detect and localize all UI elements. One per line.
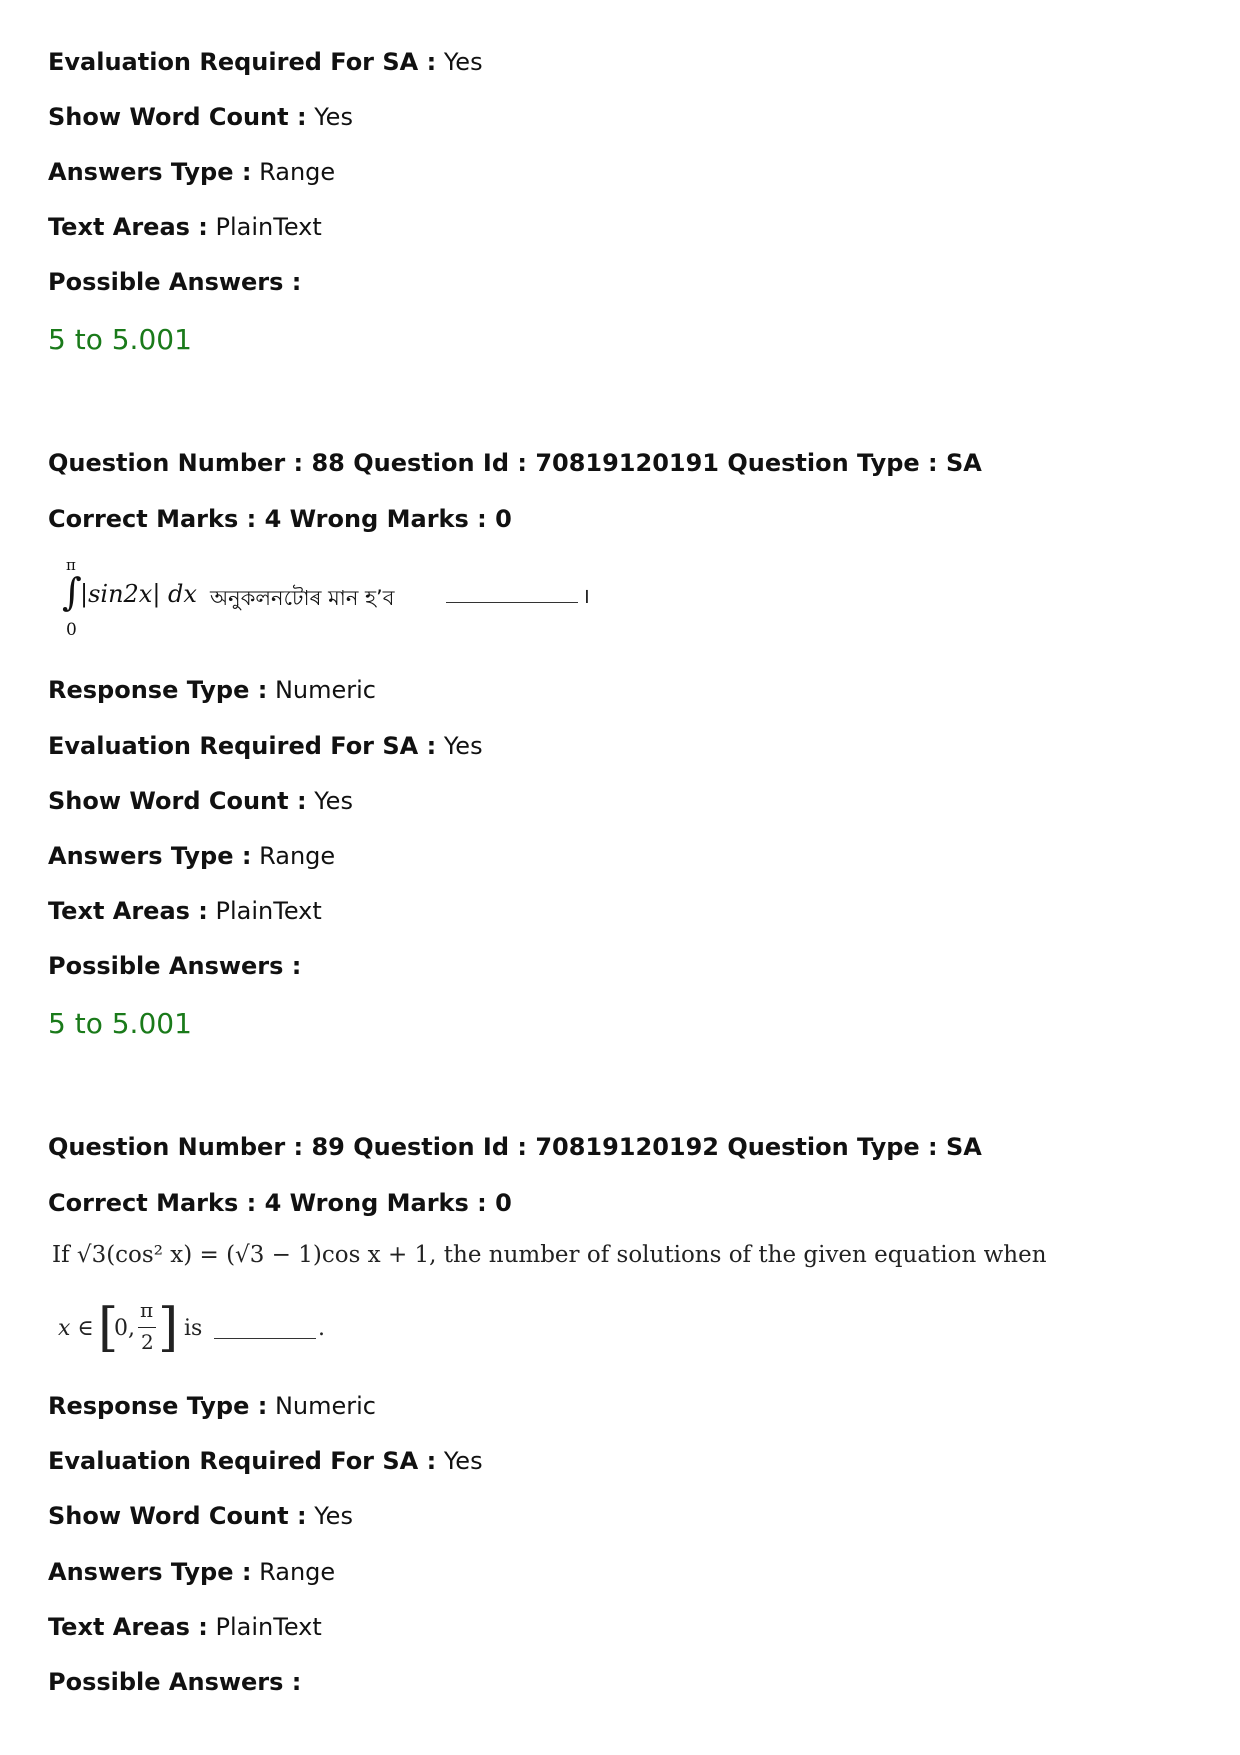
integral-upper-limit: π [66, 556, 76, 574]
q87-answers-type-row [48, 157, 335, 187]
text-areas-label: Text Areas : [48, 213, 208, 241]
q89-evaluation-row [48, 1446, 483, 1476]
evaluation-value: Yes [443, 732, 483, 760]
sentence-end-mark: । [582, 584, 590, 608]
answers-type-label: Answers Type : [48, 1558, 252, 1586]
possible-answers-label: Possible Answers : [48, 268, 302, 296]
x-element-of: x ∈ [58, 1316, 94, 1341]
q88-answers-type-row [48, 841, 335, 871]
integral-lower-limit: 0 [66, 620, 77, 640]
answers-type-label: Answers Type : [48, 158, 252, 186]
sentence-end-period: . [318, 1316, 325, 1341]
answers-type-value: Range [259, 158, 336, 186]
fraction-numerator: π [140, 1298, 154, 1322]
answer-blank [214, 1338, 316, 1339]
word-count-label: Show Word Count : [48, 103, 307, 131]
answer-blank [446, 602, 578, 603]
word-count-label: Show Word Count : [48, 1502, 307, 1530]
fraction-bar [138, 1327, 156, 1328]
text-areas-value: PlainText [215, 897, 322, 925]
q89-text-areas-row [48, 1612, 322, 1642]
q88-header: Question Number : 88 Question Id : 70819120191 Question Type : SA [48, 449, 982, 477]
word-count-value: Yes [314, 1502, 353, 1530]
response-type-label: Response Type : [48, 676, 268, 704]
q88-response-type-row [48, 675, 376, 705]
interval-start: 0, [114, 1316, 135, 1341]
answers-type-value: Range [259, 1558, 336, 1586]
possible-answers-label: Possible Answers : [48, 952, 302, 980]
q87-text-areas-row [48, 212, 322, 242]
evaluation-value: Yes [443, 1447, 483, 1475]
word-count-value: Yes [314, 103, 353, 131]
q88-possible-answers-row [48, 951, 301, 981]
q88-text-areas-row [48, 896, 322, 926]
answers-type-value: Range [259, 842, 336, 870]
q89-answers-type-row [48, 1557, 335, 1587]
response-type-label: Response Type : [48, 1392, 268, 1420]
q88-question-math [58, 552, 618, 642]
q87-possible-answers-row [48, 267, 301, 297]
q88-marks: Correct Marks : 4 Wrong Marks : 0 [48, 505, 512, 533]
q89-question-line2 [58, 1296, 378, 1366]
q89-question-line1: If √3(cos² x) = (√3 − 1)cos x + 1, the number of solutions of the given equation when [52, 1242, 1047, 1268]
q87-answer: 5 to 5.001 [48, 323, 192, 356]
evaluation-label: Evaluation Required For SA : [48, 48, 437, 76]
answers-type-label: Answers Type : [48, 842, 252, 870]
q87-word-count-row [48, 102, 353, 132]
text-areas-label: Text Areas : [48, 897, 208, 925]
q89-possible-answers-row [48, 1667, 301, 1697]
interval-left-bracket: [ [98, 1298, 119, 1358]
text-areas-label: Text Areas : [48, 1613, 208, 1641]
q87-evaluation-row [48, 47, 483, 77]
q89-word-count-row [48, 1501, 353, 1531]
evaluation-label: Evaluation Required For SA : [48, 732, 437, 760]
word-count-value: Yes [314, 787, 353, 815]
text-areas-value: PlainText [215, 213, 322, 241]
q89-header: Question Number : 89 Question Id : 70819120192 Question Type : SA [48, 1133, 982, 1161]
q88-answer: 5 to 5.001 [48, 1007, 192, 1040]
word-count-label: Show Word Count : [48, 787, 307, 815]
evaluation-label: Evaluation Required For SA : [48, 1447, 437, 1475]
integrand: |sin2x| dx [80, 580, 197, 608]
fraction-denominator: 2 [141, 1330, 154, 1354]
q88-evaluation-row [48, 731, 483, 761]
integral-sign: ∫ [62, 570, 82, 614]
text-areas-value: PlainText [215, 1613, 322, 1641]
question-text: অনুকলনটোৰ মান হ’ব [210, 586, 395, 610]
response-type-value: Numeric [274, 1392, 376, 1420]
interval-right-bracket: ] [158, 1298, 179, 1358]
is-text: is [184, 1316, 203, 1341]
q89-marks: Correct Marks : 4 Wrong Marks : 0 [48, 1189, 512, 1217]
response-type-value: Numeric [274, 676, 376, 704]
q89-response-type-row [48, 1391, 376, 1421]
evaluation-value: Yes [443, 48, 483, 76]
possible-answers-label: Possible Answers : [48, 1668, 302, 1696]
q88-word-count-row [48, 786, 353, 816]
